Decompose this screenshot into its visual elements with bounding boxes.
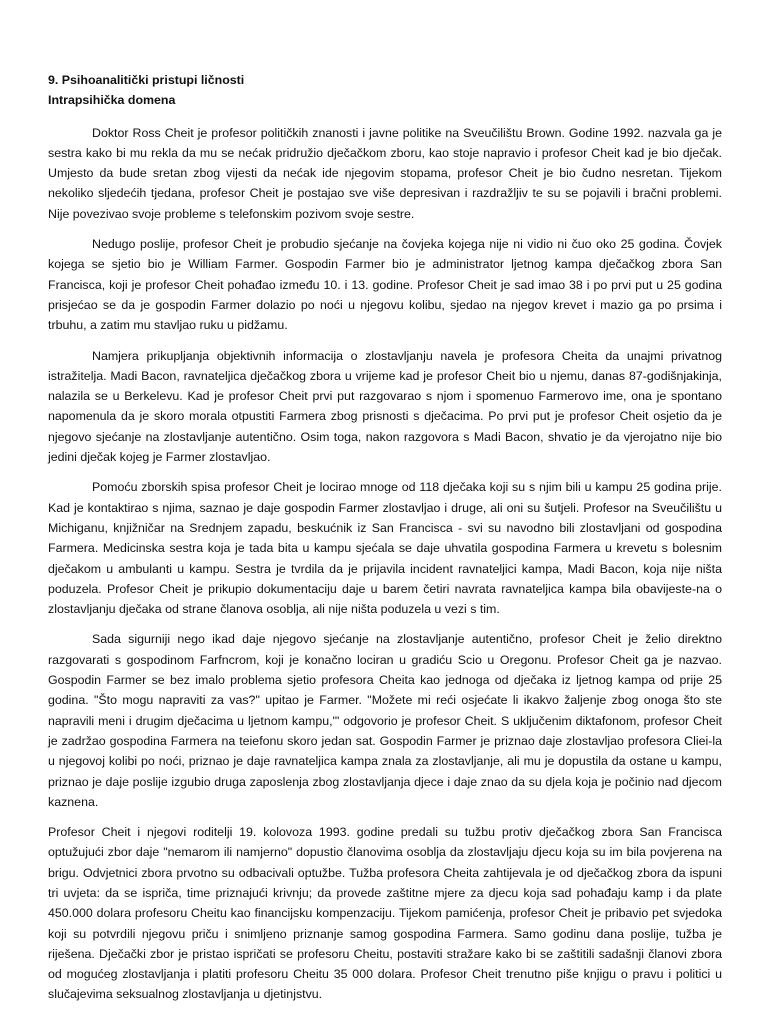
document-page — [48, 70, 722, 1005]
chapter-title: 9. Psihoanalitički pristupi ličnosti — [48, 73, 245, 87]
paragraph: Sada sigurniji nego ikad daje njegovo sjećanje na zlostavljanje autentično, profesor Cheit je želio direktno razgovarati s gospodinom Farfncrom, koji je konačno lociran u gradiću Scio u Oregonu. Profesor Cheit ga je nazvao. Gospodin Farmer se bez imalo problema sjetio profesora Cheita kao jednoga od dječaka iz ljetnog kampa od prije 25 godina. "Što mogu napraviti za vas?" upitao je Farmer. "Možete mi reći osjećate li ikakvo žaljenje zbog onoga što ste napravili meni i drugim dječacima u ljetnom kampu,'" odgovorio je profesor Cheit. S uključenim diktafonom, profesor Cheit je zadržao gospodina Farmera na teiefonu skoro jedan sat. Gospodin Farmer je priznao daje zlostavljao profesora Cliei-la u njegovoj kolibi po noći, priznao je daje ravnateljica kampa znala za zlostavljanje, ali mu je dopustila da ostane u kampu, priznao je daje poslije izgubio druga zaposlenja zbog zlostavljanja djece i daje znao da su djela koja je počinio nad djecom kaznena. — [48, 632, 722, 809]
paragraph: Profesor Cheit i njegovi roditelji 19. kolovoza 1993. godine predali su tužbu protiv dječačkog zbora San Francisca optužujući zbor daje "nemarom ili namjerno" dopustio članovima osoblja da zlostavljaju djecu koja su im bila povjerena na brigu. Odvjetnici zbora prvotno su odbacivali optužbe. Tužba profesora Cheita zahtijevala je od dječačkog zbora da ispuni tri uvjeta: da se ispriča, time priznajući krivnju; da provede zaštitne mjere za djecu koja sad pohađaju kamp i da plate 450.000 dolara profesoru Cheitu kao financijsku kompenzaciju. Tijekom pamićenja, profesor Cheit je pribavio pet svjedoka koji su potvrdili njegovu priču i snimljeno priznanje samog gospodina Farmera. Samo godinu dana poslije, tužba je riješena. Dječački zbor je pristao ispričati se profesoru Cheitu, postaviti stražare kako bi se zaštitili sadašnji članovi zbora od mogućeg zlostavljanja i platiti profesoru Cheitu 35 000 dolara. Profesor Cheit trenutno piše knjigu o pravu i politici u slučajevima seksualnog zlostavljanja u djetinjstvu. — [48, 825, 722, 1002]
section-title: Intrapsihička domena — [48, 93, 176, 108]
paragraph: Nedugo poslije, profesor Cheit je probudio sjećanje na čovjeka kojega nije ni vidio ni čuo oko 25 godina. Čovjek kojega se sjetio bio je William Farmer. Gospodin Farmer bio je administrator ljetnog kampa dječačkog zbora San Francisca, koji je profesor Cheit pohađao između 10. i 13. godine. Profesor Cheit je sad imao 38 i po prvi put u 25 godina prisjećao se da je gospodin Farmer dolazio po noći u njegovu kolibu, sjedao na njegov krevet i mazio ga po prsima i trbuhu, a zatim mu stavljao ruku u pidžamu. — [48, 237, 722, 333]
paragraph: Namjera prikupljanja objektivnih informacija o zlostavljanju navela je profesora Cheita da unajmi privatnog istražitelja. Madi Bacon, ravnateljica dječačkog zbora u vrijeme kad je profesor Cheit bio u njemu, danas 87-godišnjakinja, nalazila se u Berkelevu. Kad je profesor Cheit prvi put razgovarao s njom i spomenuo Farmerovo ime, ona je spontano napomenula da je skoro morala otpustiti Farmera zbog prisnosti s dječacima. Po prvi put je profesor Cheit osjetio da je njegovo sjećanje na zlostavljanje autentično. Osim toga, nakon razgovora s Madi Bacon, shvatio je da vjerojatno nije bio jedini dječak kojeg je Farmer zlostavljao. — [48, 348, 722, 465]
paragraph: Doktor Ross Cheit je profesor političkih znanosti i javne politike na Sveučilištu Brown. Godine 1992. nazvala ga je sestra kako bi mu rekla da mu se nećak pridružio dječačkom zboru, kao stoje napravio i profesor Cheit kad je bio dječak. Umjesto da bude sretan zbog vijesti da nećak ide njegovim stopama, profesor Cheit je bio čudno nesretan. Tijekom nekoliko sljedećih tjedana, profesor Cheit je postajao sve više depresivan i razdražljiv te su se pojavili i bračni problemi. Nije povezivao svoje probleme s telefonskim pozivom svoje sestre. — [48, 125, 722, 221]
paragraph: Pomoću zborskih spisa profesor Cheit je locirao mnoge od 118 dječaka koji su s njim bili u kampu 25 godina prije. Kad je kontaktirao s njima, saznao je daje gospodin Farmer zlostavljao i druge, ali oni su šutjeli. Profesor na Sveučilištu u Michiganu, knjižničar na Srednjem zapadu, beskućnik iz San Francisca - svi su navodno bili zlostavljani od gospodina Farmera. Medicinska sestra koja je tada bita u kampu sjećala se daje uhvatila gospodina Farmera u krevetu s bolesnim dječakom u ambulanti u kampu. Sestra je tvrdila da je prijavila incident ravnateljici kampa, Madi Bacon, koja nije ništa poduzela. Profesor Cheit je prikupio dokumentaciju daje u barem četiri navrata ravnateljica kampa bila obavijeste-na o zlostavljanju dječaka od strane članova osoblja, ali nije ništa poduzela u vezi s tim. — [48, 480, 722, 617]
